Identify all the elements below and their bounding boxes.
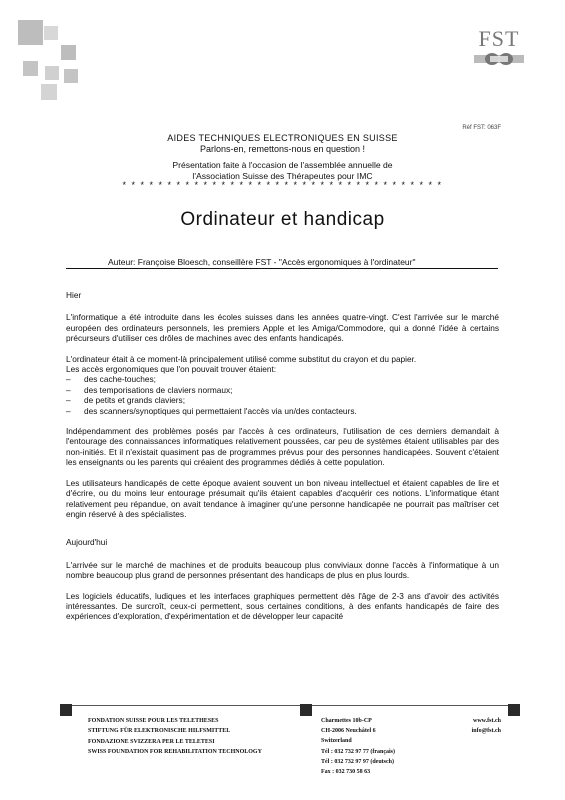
section-heading-aujourdhui: Aujourd'hui xyxy=(66,537,108,548)
paragraph: L'informatique a été introduite dans les écoles suisses dans les années quatre-vingt. C'est l'arrivée sur le marché européen des ordinateurs personnels, les premiers Apple et les Amiga/Commodore, qui a donné l'idée à certains précurseurs d'utiliser ces drôles de machines avec des enfants handicapés. xyxy=(66,312,499,344)
logo-square xyxy=(64,69,78,83)
logo-square xyxy=(23,61,38,76)
reference-number: Réf FST: 063F xyxy=(462,125,501,131)
paragraph: L'arrivée sur le marché de machines et de produits beaucoup plus conviviaux donne l'accès à l'informatique à un nombre beaucoup plus grand de personnes présentant des handicaps de plus en plus lourds. xyxy=(66,559,499,581)
list-item xyxy=(66,385,499,395)
fst-logo-text: FST xyxy=(478,26,520,51)
list-dash: – xyxy=(66,405,71,416)
address-line: Charmettes 10b-CP xyxy=(321,718,372,724)
list-item xyxy=(66,395,499,405)
presentation-line-2: l'Association Suisse des Thérapeutes pour IMC xyxy=(192,171,373,181)
document-body xyxy=(66,290,499,632)
address-line: Switzerland xyxy=(321,738,352,745)
author-divider xyxy=(66,268,498,269)
section-heading-hier: Hier xyxy=(66,290,82,300)
list-item-text: des scanners/synoptiques qui permettaient l'accès via un/des contacteurs. xyxy=(84,405,357,416)
foundation-name: FONDATION SUISSE POUR LES TELETHESES xyxy=(88,718,219,724)
paragraph: Les logiciels éducatifs, ludiques et les interfaces graphiques permettent dès l'âge de 2-3 ans d'avoir des activités intéressantes. De surcroît, ceux-ci permettent, sous certaines conditions, à des enfants handicapés de faire des expériences d'exploration, d'expérimentation et de développer leur capacité xyxy=(66,590,499,622)
star-separator: * * * * * * * * * * * * * * * * * * * * * * * * * * * * * * * * * * * * xyxy=(122,180,443,190)
list-item-text: de petits et grands claviers; xyxy=(84,395,185,406)
presentation-line-1: Présentation faite à l'occasion de l'assemblée annuelle de xyxy=(172,160,393,170)
footer-address xyxy=(321,716,395,777)
footer-square xyxy=(300,704,312,716)
paragraph: Indépendamment des problèmes posés par l'accès à ces ordinateurs, l'utilisation de ces derniers demandait à l'entourage des connaissances informatiques relativement poussées, car peu de systèmes étaient utilisables par des non-initiés. Et il n'existait quasiment pas de programmes prévus pour des personnes handicapées. Souvent c'étaient les enseignants ou les parents qui créaient des programmes dédiés à cette population. xyxy=(66,426,499,468)
logo-square xyxy=(61,45,76,60)
fax-line: Fax : 032 730 58 63 xyxy=(321,769,371,776)
logo-square xyxy=(18,20,43,45)
footer-foundation xyxy=(88,716,262,757)
author-line: Auteur: Françoise Bloesch, conseillère FST - "Accès ergonomiques à l'ordinateur" xyxy=(108,257,416,267)
list-dash: – xyxy=(66,374,71,385)
website-link[interactable]: www.fst.ch xyxy=(473,718,501,724)
footer-divider xyxy=(60,705,520,706)
phone-line: Tél : 032 732 97 97 (deutsch) xyxy=(321,758,394,765)
logo-square xyxy=(44,26,58,40)
paragraph: Les accès ergonomiques que l'on pouvait trouver étaient: xyxy=(66,364,277,375)
list-dash: – xyxy=(66,384,71,395)
logo-square xyxy=(41,84,57,100)
footer-square xyxy=(60,704,72,716)
fst-logo xyxy=(470,26,528,70)
footer-square xyxy=(508,704,520,716)
list-item xyxy=(66,374,499,384)
list-item xyxy=(66,406,499,416)
paragraph: Les utilisateurs handicapés de cette époque avaient souvent un bon niveau intellectuel et étaient capables de lire et d'écrire, ou du moins leur entourage présumait qu'ils étaient capables d'acquérir ces notions. L'informatique étant relativement peu répandue, on avait tendance à imaginer qu'une personne handicapée ne pourrait pas maîtriser cet engin réservé à des spécialistes. xyxy=(66,477,499,519)
foundation-name: FONDAZIONE SVIZZERA PER LE TELETESI xyxy=(88,738,215,745)
foundation-name: SWISS FOUNDATION FOR REHABILITATION TECHNOLOGY xyxy=(88,748,262,755)
access-list xyxy=(66,374,499,416)
footer-contact xyxy=(472,716,501,737)
address-line: CH-2006 Neuchâtel 6 xyxy=(321,728,376,735)
phone-line: Tél : 032 732 97 77 (français) xyxy=(321,748,395,755)
paragraph: L'ordinateur était à ce moment-là principalement utilisé comme substitut du crayon et du papier. xyxy=(66,353,417,364)
list-item-text: des cache-touches; xyxy=(84,374,156,385)
fst-logo-graphic xyxy=(470,50,528,68)
document-title: Ordinateur et handicap xyxy=(180,209,385,230)
organization-heading: AIDES TECHNIQUES ELECTRONIQUES EN SUISSE xyxy=(167,133,398,143)
list-item-text: des temporisations de claviers normaux; xyxy=(84,384,233,395)
logo-square xyxy=(45,66,59,80)
list-dash: – xyxy=(66,395,71,406)
email-link[interactable]: info@fst.ch xyxy=(471,728,501,735)
foundation-name: STIFTUNG FÜR ELEKTRONISCHE HILFSMITTEL xyxy=(88,728,231,735)
tagline: Parlons-en, remettons-nous en question ! xyxy=(199,144,366,154)
